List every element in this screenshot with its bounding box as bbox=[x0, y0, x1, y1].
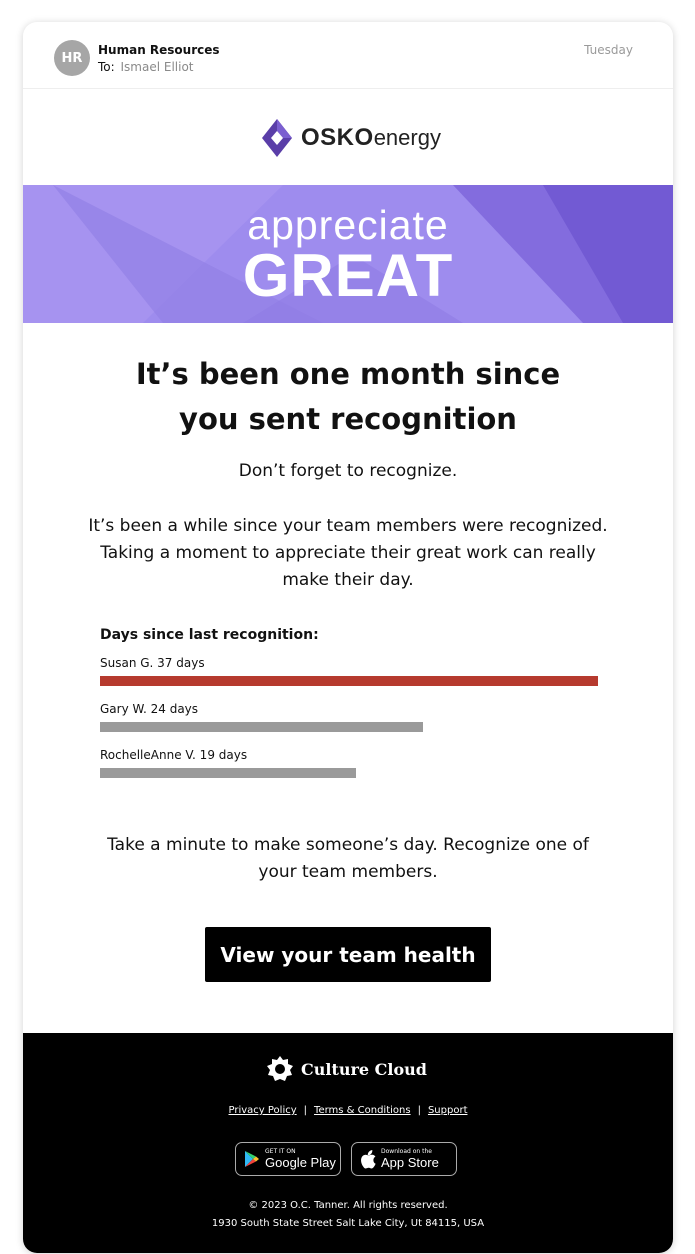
recipient-line bbox=[98, 60, 194, 74]
bar-label: Susan G. 37 days bbox=[100, 656, 205, 670]
email-header bbox=[23, 22, 673, 89]
email-card bbox=[23, 22, 673, 1253]
recognition-chart bbox=[100, 627, 610, 797]
banner-line-2: GREAT bbox=[242, 242, 454, 309]
app-store-big: App Store bbox=[381, 1155, 439, 1170]
store-badges bbox=[235, 1142, 457, 1176]
bar-label: RochelleAnne V. 19 days bbox=[100, 748, 248, 762]
headline-line-2: you sent recognition bbox=[179, 402, 517, 436]
google-play-big: Google Play bbox=[265, 1155, 336, 1170]
google-play-small: GET IT ON bbox=[265, 1148, 296, 1155]
logo-brand-bold: OSKO bbox=[301, 124, 374, 151]
bar bbox=[100, 676, 598, 686]
intro-paragraph: It’s been a while since your team members were recognized. Taking a moment to appreciate their great work can really make their day. bbox=[88, 516, 608, 590]
support-link[interactable]: Support bbox=[427, 1105, 468, 1116]
culture-cloud-logo bbox=[267, 1055, 427, 1083]
culture-cloud-badge-icon bbox=[267, 1056, 293, 1082]
recipient-name: Ismael Elliot bbox=[120, 60, 194, 74]
google-play-icon bbox=[244, 1150, 260, 1168]
terms-link[interactable]: Terms & Conditions bbox=[314, 1105, 411, 1116]
email-date: Tuesday bbox=[584, 43, 633, 57]
hero-banner bbox=[23, 185, 673, 323]
bar-label: Gary W. 24 days bbox=[100, 702, 199, 716]
avatar: HR bbox=[54, 40, 90, 76]
app-store-badge[interactable] bbox=[351, 1142, 457, 1176]
subhead: Don’t forget to recognize. bbox=[238, 461, 458, 481]
privacy-policy-link[interactable]: Privacy Policy bbox=[228, 1105, 297, 1116]
view-team-health-button[interactable]: View your team health bbox=[205, 927, 491, 982]
google-play-text bbox=[265, 1148, 336, 1170]
cta-text: Take a minute to make someone’s day. Recognize one of your team members. bbox=[107, 835, 589, 882]
culture-cloud-name: Culture Cloud bbox=[301, 1059, 427, 1079]
osko-logo bbox=[261, 118, 441, 158]
app-store-text bbox=[381, 1148, 439, 1170]
copyright: © 2023 O.C. Tanner. All rights reserved. bbox=[248, 1200, 448, 1211]
banner-line-1: appreciate bbox=[247, 202, 449, 248]
chart-title: Days since last recognition: bbox=[100, 627, 319, 643]
logo-brand-light: energy bbox=[373, 125, 441, 150]
diamond-logo-icon bbox=[261, 118, 293, 158]
headline-line-1: It’s been one month since bbox=[135, 357, 561, 391]
footer-links bbox=[23, 1105, 673, 1116]
link-separator: | bbox=[417, 1105, 421, 1116]
address: 1930 South State Street Salt Lake City, Ut 84115, USA bbox=[211, 1218, 485, 1229]
apple-icon bbox=[360, 1150, 376, 1169]
google-play-badge[interactable] bbox=[235, 1142, 341, 1176]
to-label: To: bbox=[98, 60, 115, 74]
footer bbox=[23, 1033, 673, 1253]
logo-wordmark bbox=[301, 124, 441, 152]
headline bbox=[23, 352, 673, 442]
link-separator: | bbox=[303, 1105, 308, 1116]
bar bbox=[100, 722, 423, 732]
sender-name: Human Resources bbox=[98, 43, 220, 57]
bar bbox=[100, 768, 356, 778]
app-store-small: Download on the bbox=[381, 1148, 432, 1155]
